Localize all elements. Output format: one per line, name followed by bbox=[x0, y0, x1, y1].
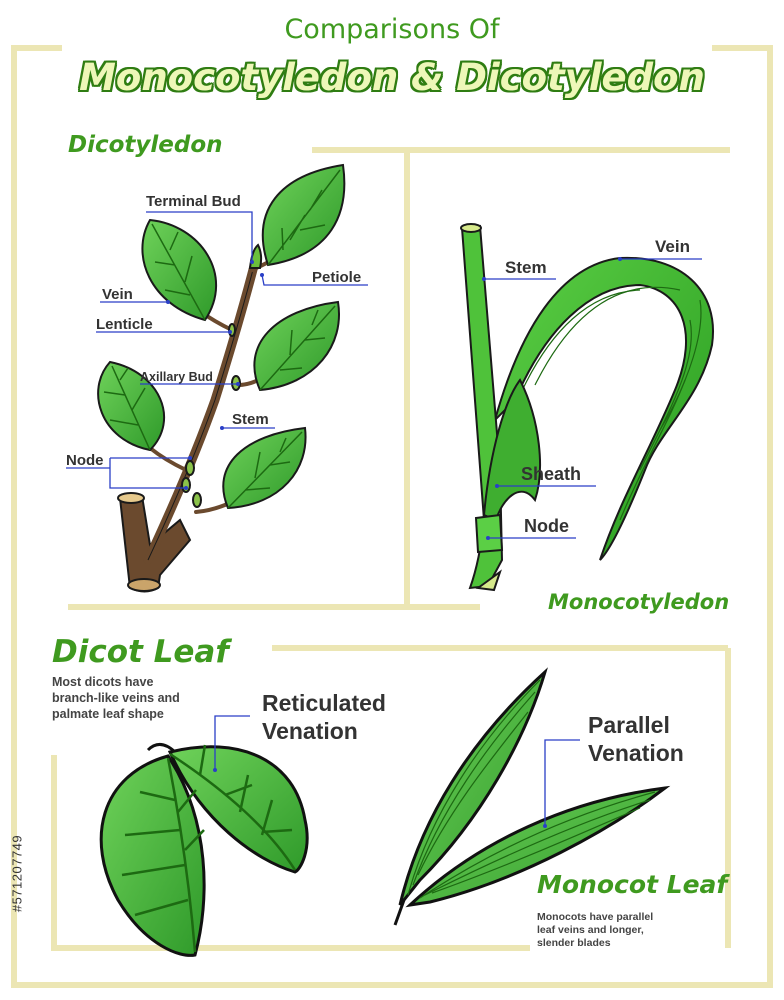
reticulated-line-2: Venation bbox=[262, 718, 358, 744]
dicot-leaf-upper-left bbox=[142, 220, 216, 320]
parallel-line-2: Venation bbox=[588, 740, 684, 766]
dicot-leaf-illustration bbox=[101, 744, 307, 955]
parallel-line-1: Parallel bbox=[588, 712, 670, 738]
dicot-desc-line: branch-like veins and bbox=[52, 691, 180, 705]
dicot-desc-line: Most dicots have bbox=[52, 675, 154, 689]
section-dicot-title: Dicotyledon bbox=[68, 132, 223, 158]
section-dicot-leaf-title: Dicot Leaf bbox=[52, 634, 229, 670]
title-subtitle: Comparisons Of bbox=[284, 14, 500, 45]
monocot-leaf-description bbox=[537, 911, 653, 950]
dicot-leaf-description bbox=[52, 674, 180, 722]
label-node-dicot: Node bbox=[66, 452, 104, 469]
monocot-stem-cut bbox=[461, 224, 481, 232]
label-petiole: Petiole bbox=[312, 269, 362, 286]
trunk-cut bbox=[118, 493, 144, 503]
monocot-node bbox=[476, 515, 502, 552]
monocot-desc-line: Monocots have parallel bbox=[537, 911, 654, 923]
monocot-desc-line: slender blades bbox=[537, 937, 611, 949]
dicot-desc-line: palmate leaf shape bbox=[52, 707, 164, 721]
section-monocot-title: Monocotyledon bbox=[548, 590, 730, 614]
label-reticulated-venation bbox=[262, 689, 386, 745]
label-parallel-venation bbox=[588, 711, 684, 767]
label-sheath: Sheath bbox=[521, 464, 582, 484]
section-monocot-leaf-title: Monocot Leaf bbox=[537, 870, 728, 899]
dicot-plant bbox=[98, 165, 344, 592]
title-main: Monocotyledon & Dicotyledon bbox=[79, 56, 705, 99]
label-vein-monocot: Vein bbox=[655, 237, 690, 256]
label-stem-monocot: Stem bbox=[505, 258, 547, 277]
label-stem-dicot: Stem bbox=[232, 411, 269, 428]
label-vein-dicot: Vein bbox=[102, 286, 133, 303]
reticulated-line-1: Reticulated bbox=[262, 690, 386, 716]
stock-id: #571207749 bbox=[9, 834, 25, 913]
label-lenticle: Lenticle bbox=[96, 316, 153, 333]
label-axillary-bud: Axillary Bud bbox=[140, 370, 213, 384]
monocot-desc-line: leaf veins and longer, bbox=[537, 924, 644, 936]
label-terminal-bud: Terminal Bud bbox=[146, 193, 241, 210]
label-node-monocot: Node bbox=[524, 516, 569, 536]
